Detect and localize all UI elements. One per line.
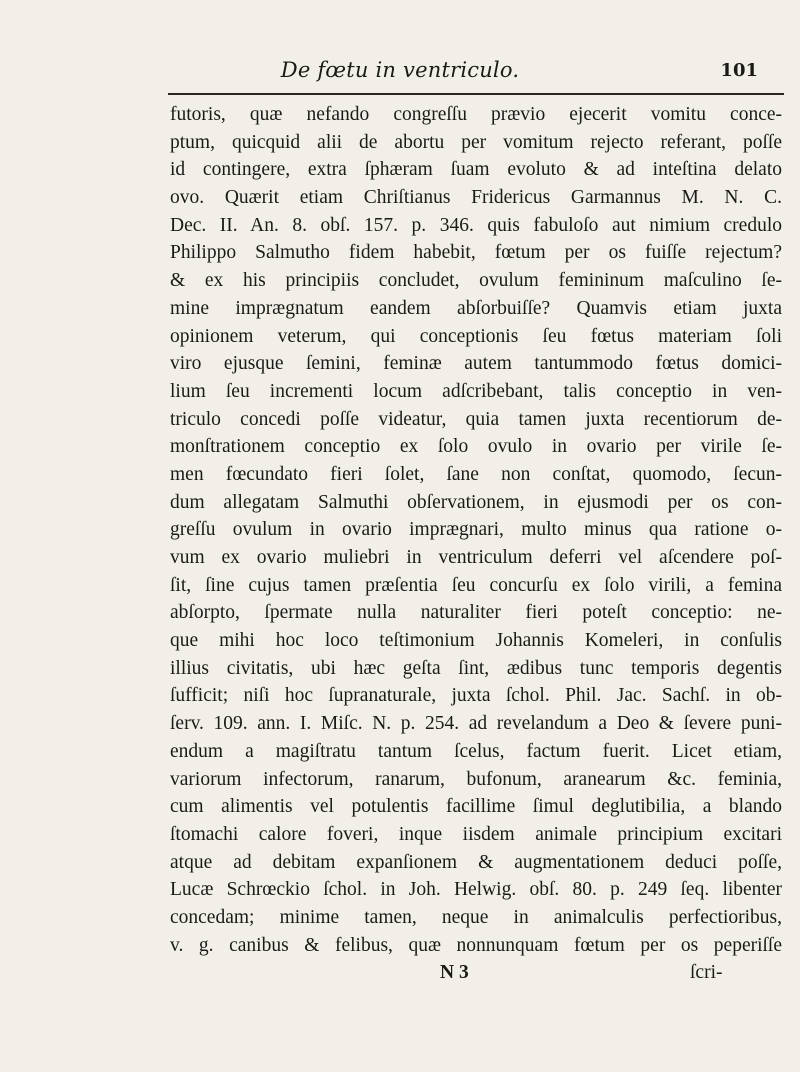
text-line: Dec. II. An. 8. obſ. 157. p. 346. quis fabuloſo aut nimium credulo: [170, 214, 782, 236]
header-rule: [168, 93, 784, 95]
text-line: abſorpto, ſpermate nulla naturaliter fieri poteſt conceptio: ne-: [170, 602, 782, 624]
text-line: Philippo Salmutho fidem habebit, fœtum per os fuiſſe rejectum?: [170, 242, 782, 264]
text-line: ſufficit; niſi hoc ſupranaturale, juxta ſchol. Phil. Jac. Sachſ. in ob-: [170, 685, 782, 707]
text-line: atque ad debitam expanſionem & augmentationem deduci poſſe,: [170, 851, 782, 873]
text-line: greſſu ovulum in ovario imprægnari, multo minus qua ratione o-: [170, 519, 782, 541]
body-text: [170, 101, 782, 987]
text-line: id contingere, extra ſphæram ſuam evoluto & ad inteſtina delato: [170, 159, 782, 181]
text-line: vum ex ovario muliebri in ventriculum deferri vel aſcendere poſ-: [170, 547, 782, 568]
text-line: Lucæ Schrœckio ſchol. in Joh. Helwig. obſ. 80. p. 249 ſeq. libenter: [170, 879, 782, 901]
text-line: ptum, quicquid alii de abortu per vomitum rejecto referant, poſſe: [170, 131, 782, 153]
text-line: opinionem veterum, qui conceptionis ſeu fœtus materiam ſoli: [170, 325, 782, 347]
text-line: ſit, ſine cujus tamen præſentia ſeu concurſu ex ſolo virili, a femina: [170, 574, 782, 596]
text-line: endum a magiſtratu tantum ſcelus, factum fuerit. Licet etiam,: [170, 740, 782, 762]
text-line: illius civitatis, ubi hæc geſta ſint, ædibus tunc temporis degentis: [170, 657, 782, 679]
text-line: dum allegatam Salmuthi obſervationem, in ejusmodi per os con-: [170, 491, 782, 513]
text-line: futoris, quæ nefando congreſſu prævio ejecerit vomitu conce-: [170, 104, 782, 125]
text-line: concedam; minime tamen, neque in animalculis perfectioribus,: [170, 906, 782, 928]
page-footer: [170, 959, 782, 987]
page-number: 101: [720, 60, 758, 81]
text-line: variorum infectorum, ranarum, bufonum, aranearum &c. feminia,: [170, 768, 782, 790]
text-line: lium ſeu incrementi locum adſcribebant, talis conceptio in ven-: [170, 380, 782, 402]
catchword: ſcri-: [690, 962, 723, 984]
signature-mark: N 3: [440, 962, 469, 984]
running-head-title: De fœtu in ventriculo.: [280, 58, 520, 82]
text-line: & ex his principiis concludet, ovulum femininum maſculino ſe-: [170, 270, 782, 292]
text-line: ovo. Quærit etiam Chriſtianus Fridericus Garmannus M. N. C.: [170, 187, 782, 209]
text-line: que mihi hoc loco teſtimonium Johannis Komeleri, in conſulis: [170, 630, 782, 652]
text-line: men fœcundato fieri ſolet, ſane non conſtat, quomodo, ſecun-: [170, 463, 782, 485]
text-line: ſerv. 109. ann. I. Miſc. N. p. 254. ad revelandum a Deo & ſevere puni-: [170, 713, 782, 735]
text-line: cum alimentis vel potulentis facillime ſimul deglutibilia, a blando: [170, 796, 782, 818]
text-line: v. g. canibus & felibus, quæ nonnunquam fœtum per os peperiſſe: [170, 934, 782, 956]
text-line: viro ejusque ſemini, feminæ autem tantummodo fœtus domici-: [170, 353, 782, 375]
text-line: triculo concedi poſſe videatur, quia tamen juxta recentiorum de-: [170, 408, 782, 430]
text-line: mine imprægnatum eandem abſorbuiſſe? Quamvis etiam juxta: [170, 297, 782, 319]
text-line: monſtrationem conceptio ex ſolo ovulo in ovario per virile ſe-: [170, 436, 782, 458]
text-line: ſtomachi calore foveri, inque iisdem animale principium excitari: [170, 823, 782, 845]
